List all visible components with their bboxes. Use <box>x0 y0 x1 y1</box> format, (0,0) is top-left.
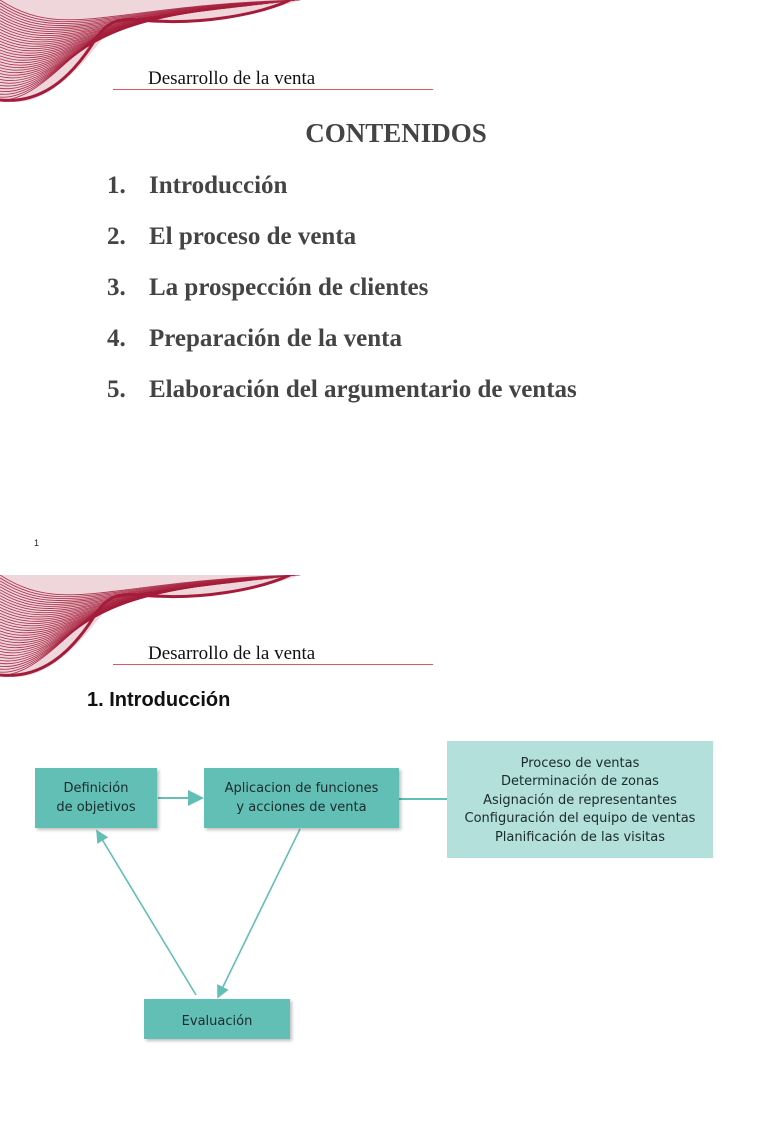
arrow-evaluacion-to-objetivos <box>97 831 196 995</box>
box-definicion-objetivos: Definición de objetivos <box>35 768 157 828</box>
decorative-wave-graphic <box>0 0 300 110</box>
toc-item: 1. Introducción <box>107 172 288 199</box>
toc-item: 2. El proceso de venta <box>107 223 357 250</box>
section-title: 1. Introducción <box>87 689 231 711</box>
arrow-aplicacion-to-evaluacion <box>218 829 300 997</box>
slide-1 <box>0 0 768 560</box>
info-line: Planificación de las visitas <box>494 829 666 845</box>
contents-title: CONTENIDOS <box>305 118 487 148</box>
info-line: Asignación de representantes <box>483 792 677 808</box>
info-line: Configuración del equipo de ventas <box>464 811 696 827</box>
toc-item: 3. La prospección de clientes <box>107 274 429 301</box>
header-title: Desarrollo de la venta <box>148 68 316 89</box>
toc-item: 4. Preparación de la venta <box>107 325 402 352</box>
page-number: 1 <box>34 538 40 548</box>
table-of-contents <box>107 172 577 427</box>
header-rule <box>113 89 433 90</box>
slide-2 <box>0 575 768 1135</box>
info-box-sales-process <box>447 741 713 858</box>
box-evaluacion: Evaluación <box>144 999 290 1039</box>
toc-item: 5. Elaboración del argumentario de ventas <box>107 376 577 403</box>
info-line: Proceso de ventas <box>520 756 640 771</box>
info-line: Determinación de zonas <box>501 774 659 790</box>
header-title: Desarrollo de la venta <box>148 643 316 664</box>
box-aplicacion-funciones: Aplicacion de funciones y acciones de venta <box>204 768 399 828</box>
